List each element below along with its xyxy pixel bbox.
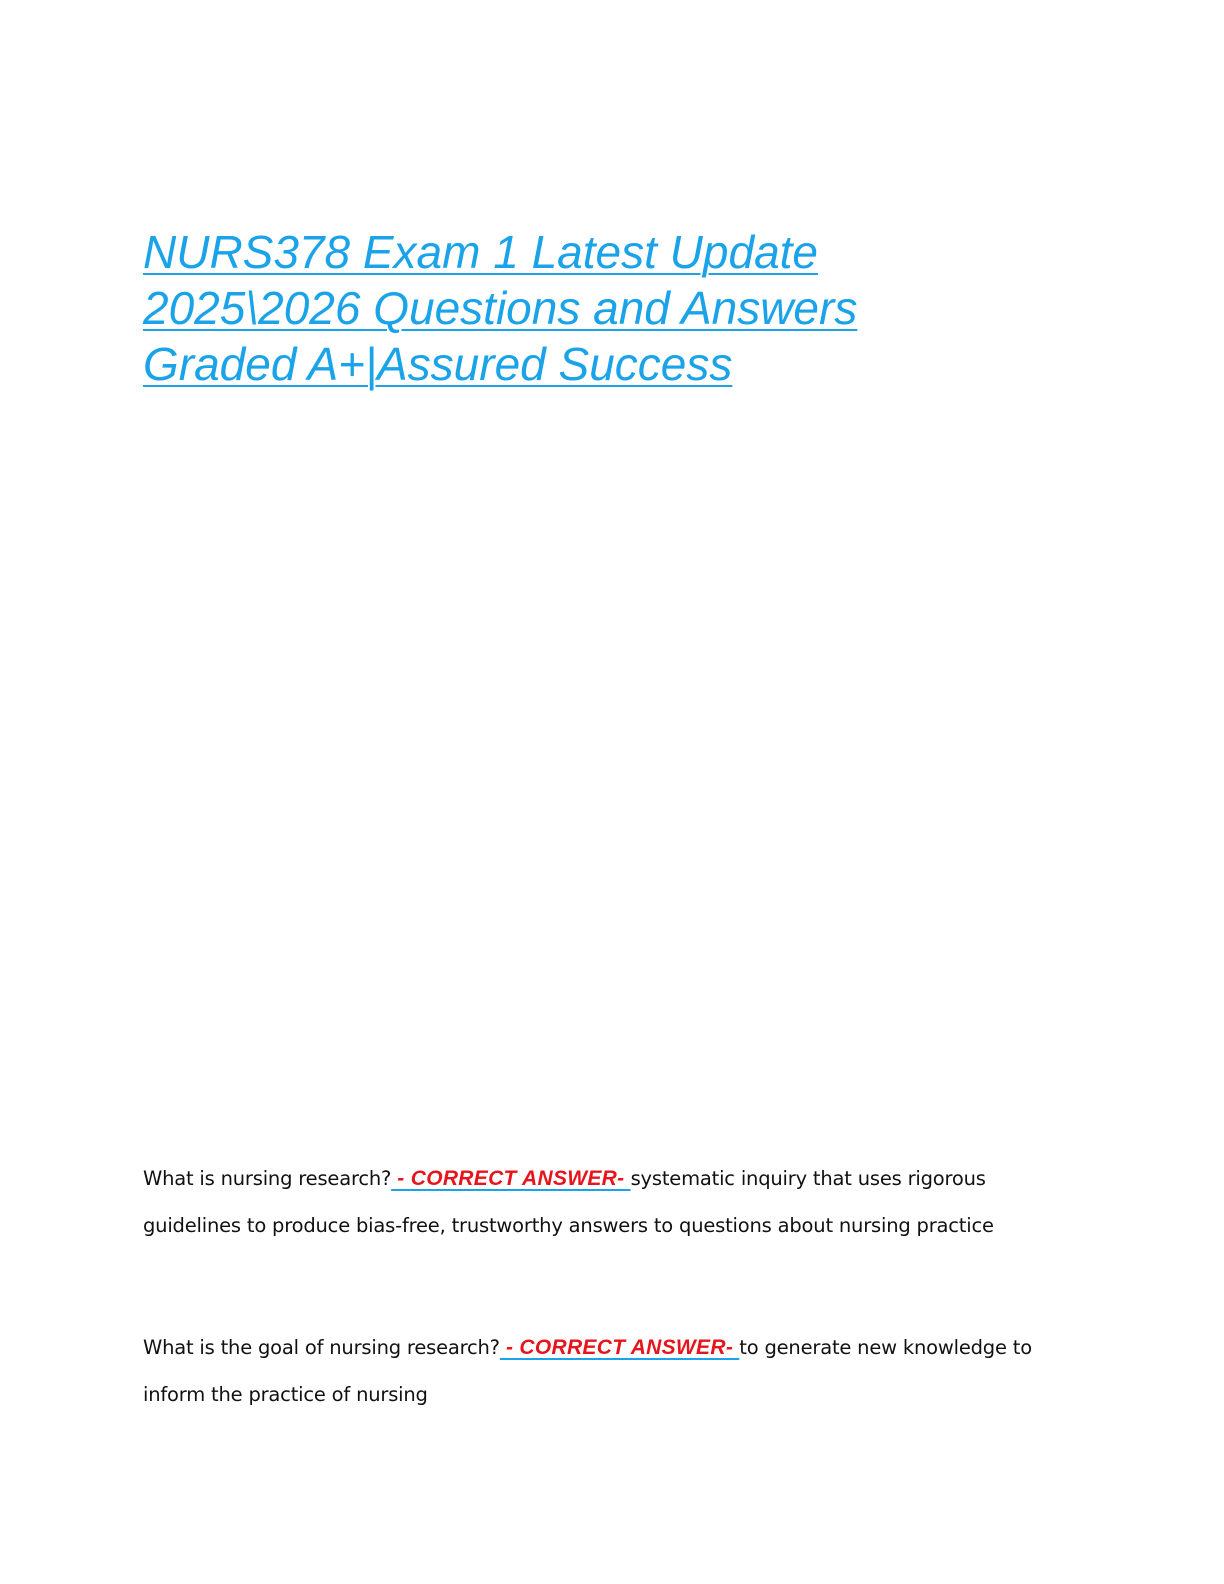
answer-text: to generate new knowledge to inform the practice of nursing xyxy=(143,1336,1032,1406)
correct-answer-marker: - CORRECT ANSWER- xyxy=(499,1336,740,1359)
document-title[interactable] xyxy=(143,224,963,392)
question-text: What is the goal of nursing research? xyxy=(143,1336,500,1359)
title-line-2[interactable]: 2025\2026 Questions and Answers xyxy=(143,282,858,334)
title-line-1[interactable]: NURS378 Exam 1 Latest Update xyxy=(143,226,819,278)
qa-item-2 xyxy=(143,1324,1083,1418)
title-line-3[interactable]: Graded A+|Assured Success xyxy=(143,338,733,390)
qa-item-1 xyxy=(143,1155,1083,1249)
question-text: What is nursing research? xyxy=(143,1167,392,1190)
answer-text: systematic inquiry that uses rigorous guidelines to produce bias-free, trustworthy answers to questions about nursing practice xyxy=(143,1167,994,1237)
correct-answer-marker: - CORRECT ANSWER- xyxy=(391,1167,631,1190)
